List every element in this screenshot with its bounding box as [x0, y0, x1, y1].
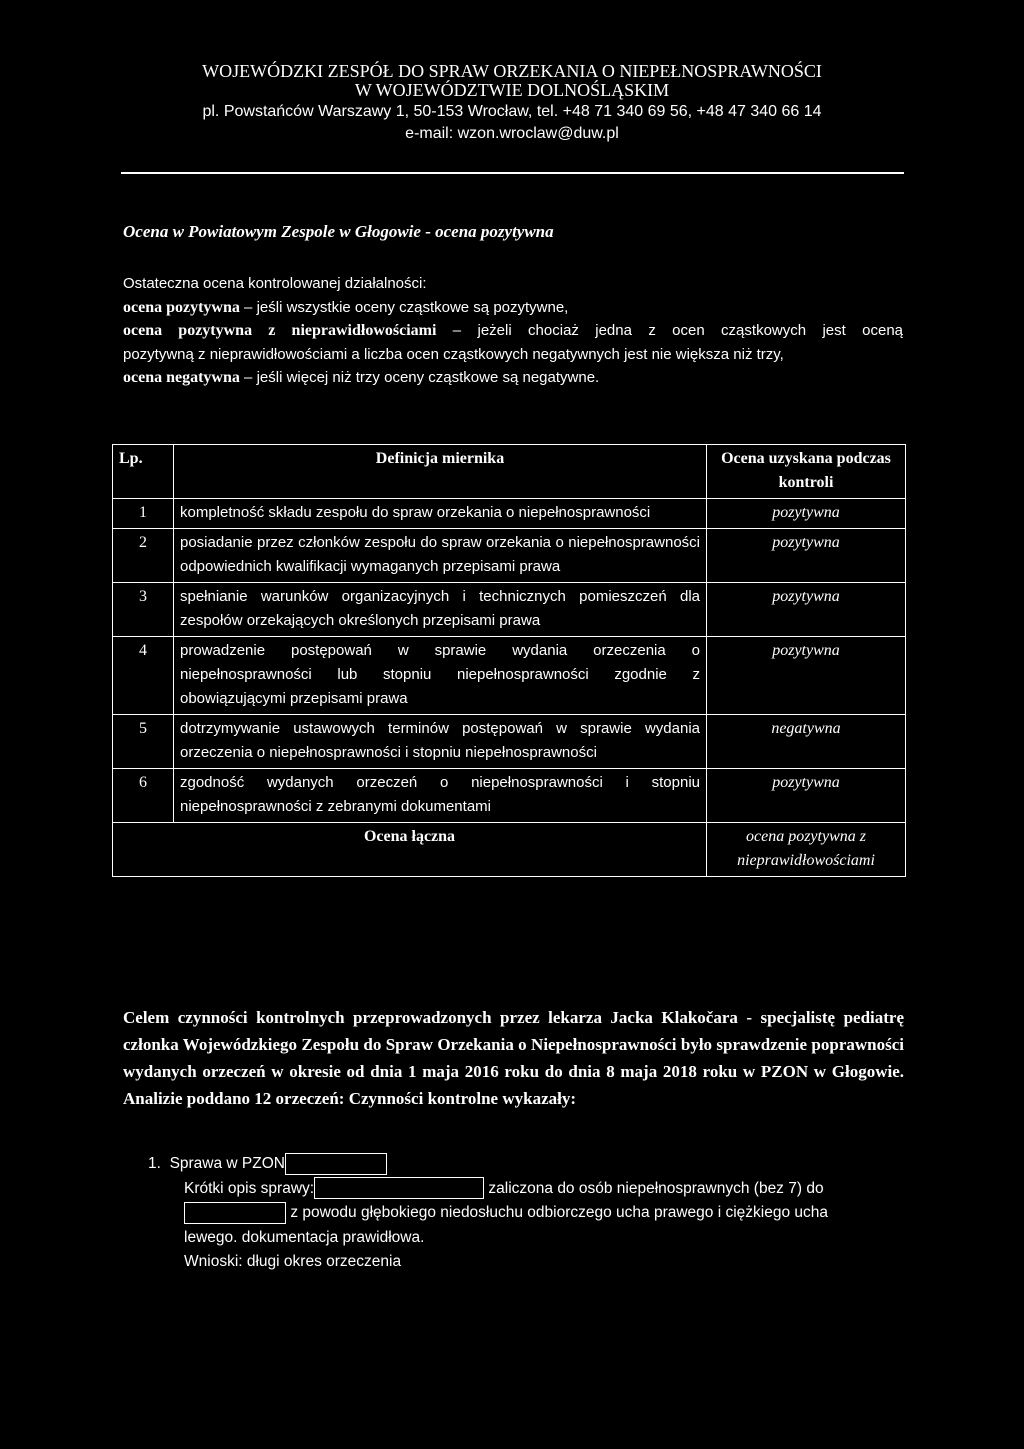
total-value: ocena pozytywna z nieprawidłowościami: [707, 823, 906, 877]
row-evaluation: pozytywna: [707, 499, 906, 529]
rule-positive: [123, 296, 903, 320]
case-desc-mid: zaliczona do osób niepełnosprawnych (bez 7) do: [488, 1179, 824, 1197]
final-assessment-rules: [123, 272, 903, 390]
institution-email: e-mail: wzon.wroclaw@duw.pl: [405, 125, 619, 142]
rule-positive-irregular-text: – jeżeli chociaż jedna z ocen cząstkowych jest oceną: [436, 322, 904, 339]
case-number: 1.: [148, 1155, 161, 1172]
row-evaluation: negatywna: [707, 715, 906, 769]
row-evaluation: pozytywna: [707, 637, 906, 715]
row-evaluation: pozytywna: [707, 529, 906, 583]
rule-positive-text: – jeśli wszystkie oceny cząstkowe są pozytywne,: [239, 298, 569, 316]
row-definition: posiadanie przez członków zespołu do spraw orzekania o niepełnosprawności odpowiednich kwalifikacji wymaganych przepisami prawa: [174, 529, 707, 583]
row-lp: 5: [113, 715, 174, 769]
rule-negative: [123, 366, 903, 390]
table-total-row: [113, 823, 906, 877]
assessment-table: [112, 444, 906, 877]
case-description: [184, 1177, 905, 1202]
case-desc-end: z powodu głębokiego niedosłuchu odbiorczego ucha prawego i ciężkiego ucha: [290, 1204, 829, 1221]
rule-negative-label: ocena negatywna: [123, 369, 240, 386]
row-lp: 1: [113, 499, 174, 529]
case-description-cont: [184, 1201, 905, 1226]
case-item: [148, 1152, 905, 1177]
table-row: [113, 769, 906, 823]
rule-positive-irregular-label: ocena pozytywna z nieprawidłowościami: [123, 322, 437, 339]
row-definition: dotrzymywanie ustawowych terminów postępowań w sprawie wydania orzeczenia o niepełnosprawności i stopniu niepełnosprawności: [174, 715, 707, 769]
rule-negative-text: – jeśli więcej niż trzy oceny cząstkowe są negatywne.: [239, 369, 600, 386]
row-lp: 2: [113, 529, 174, 583]
case-desc-label: Krótki opis sprawy:: [184, 1179, 315, 1197]
redacted-box: [314, 1177, 484, 1199]
redacted-box: [285, 1153, 387, 1175]
institution-subtitle: W WOJEWÓDZTWIE DOLNOŚLĄSKIM: [354, 80, 670, 100]
rule-positive-label: ocena pozytywna: [123, 298, 240, 316]
case-description-last: lewego. dokumentacja prawidłowa.: [184, 1228, 425, 1246]
table-row: [113, 499, 906, 529]
row-evaluation: pozytywna: [707, 769, 906, 823]
institution-address: pl. Powstańców Warszawy 1, 50-153 Wrocław, tel. +48 71 340 69 56, +48 47 340 66 14: [202, 103, 822, 120]
assessment-heading: Ocena w Powiatowym Zespole w Głogowie - ocena pozytywna: [123, 222, 554, 241]
final-assessment-intro: Ostateczna ocena kontrolowanej działalności:: [123, 275, 427, 292]
case-conclusion: Wnioski: długi okres orzeczenia: [184, 1253, 402, 1270]
table-row: [113, 637, 906, 715]
rule-positive-irregular-cont: pozytywną z nieprawidłowościami a liczba ocen cząstkowych negatywnych jest nie większa niż trzy,: [123, 345, 784, 363]
row-lp: 4: [113, 637, 174, 715]
institution-title: WOJEWÓDZKI ZESPÓŁ DO SPRAW ORZEKANIA O NIEPEŁNOSPRAWNOŚCI: [202, 61, 822, 81]
row-definition: prowadzenie postępowań w sprawie wydania orzeczenia o niepełnosprawności lub stopniu niepełnosprawności zgodnie z obowiązującymi przepisami prawa: [174, 637, 707, 715]
row-evaluation: pozytywna: [707, 583, 906, 637]
row-definition: kompletność składu zespołu do spraw orzekania o niepełnosprawności: [174, 499, 707, 529]
table-header-row: [113, 445, 906, 499]
row-lp: 6: [113, 769, 174, 823]
total-label: Ocena łączna: [113, 823, 707, 877]
col-definition-header: Definicja miernika: [174, 445, 707, 499]
row-definition: spełnianie warunków organizacyjnych i technicznych pomieszczeń dla zespołów orzekających określonych przepisami prawa: [174, 583, 707, 637]
col-evaluation-header: Ocena uzyskana podczas kontroli: [707, 445, 906, 499]
table-row: [113, 715, 906, 769]
row-definition: zgodność wydanych orzeczeń o niepełnosprawności i stopniu niepełnosprawności z zebranymi dokumentami: [174, 769, 707, 823]
rule-positive-irregular: [123, 319, 903, 343]
inspection-summary: Celem czynności kontrolnych przeprowadzonych przez lekarza Jacka Klakočara - specjalistę pediatrę członka Wojewódzkiego Zespołu do Spraw Orzekania o Niepełnosprawności było sprawdzenie poprawności wydanych orzeczeń w okresie od dnia 1 maja 2016 roku do dnia 8 maja 2018 roku w PZON w Głogowie. Analizie poddano 12 orzeczeń: Czynności kontrolne wykazały:: [123, 1008, 904, 1108]
table-row: [113, 583, 906, 637]
redacted-box: [184, 1202, 286, 1224]
case-list: [148, 1152, 905, 1275]
case-label: Sprawa w PZON: [169, 1155, 285, 1172]
header-divider: [121, 172, 904, 174]
row-lp: 3: [113, 583, 174, 637]
col-lp-header: Lp.: [113, 445, 174, 499]
table-row: [113, 529, 906, 583]
